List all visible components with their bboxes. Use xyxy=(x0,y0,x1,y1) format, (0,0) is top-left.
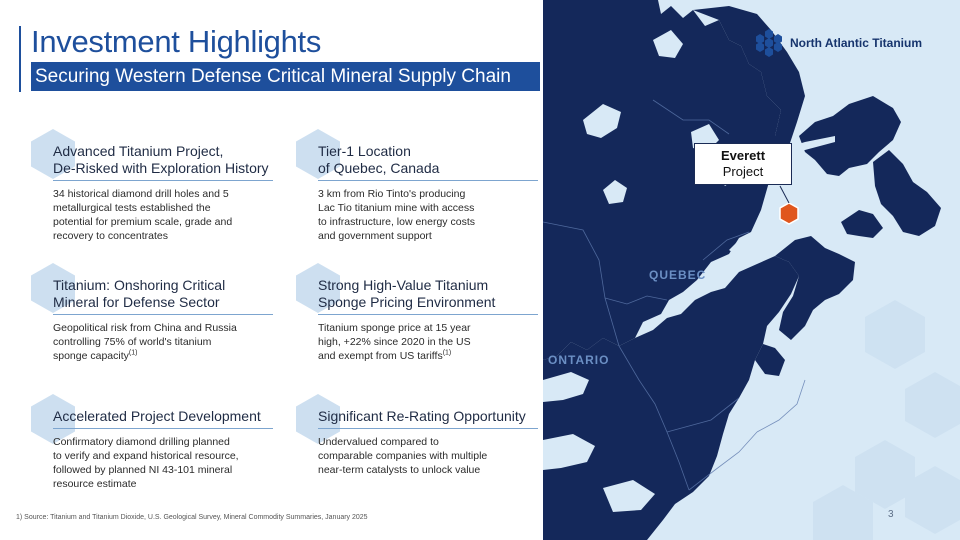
snowflake-hex-logo-icon xyxy=(754,28,784,58)
highlight-title: Accelerated Project Development xyxy=(53,408,261,424)
highlight-title: Advanced Titanium Project, De-Risked with Exploration History xyxy=(53,143,269,176)
map-label-quebec: QUEBEC xyxy=(649,268,707,282)
quebec-map-graphic xyxy=(543,0,960,540)
highlight-title: Strong High-Value Titanium Sponge Pricing Environment xyxy=(318,277,496,310)
everett-project-marker xyxy=(780,203,798,224)
highlight-sponge-pricing xyxy=(318,277,563,363)
highlight-accelerated-development xyxy=(53,408,298,491)
divider xyxy=(53,180,273,181)
callout-subtitle: Project xyxy=(722,164,764,179)
highlight-body: Confirmatory diamond drilling planned to verify and expand historical resource, followed by planned NI 43-101 mineral resource estimate xyxy=(53,436,239,490)
title-accent-bar xyxy=(19,26,21,92)
background-hexagons xyxy=(813,300,960,540)
divider xyxy=(318,314,538,315)
highlight-body: 3 km from Rio Tinto's producing Lac Tio titanium mine with access to infrastructure, low energy costs and government support xyxy=(318,188,475,242)
everett-project-callout xyxy=(694,143,792,185)
divider xyxy=(53,428,273,429)
divider xyxy=(318,428,538,429)
highlight-title: Significant Re-Rating Opportunity xyxy=(318,408,526,424)
page-title: Investment Highlights xyxy=(31,24,322,59)
highlight-body: Undervalued compared to comparable companies with multiple near-term catalysts to unlock value xyxy=(318,436,488,476)
location-map xyxy=(543,0,960,540)
footnote-ref: (1) xyxy=(128,349,138,357)
highlight-body: Titanium sponge price at 15 year high, +22% since 2020 in the US and exempt from US tariffs$^{(1)}$ xyxy=(318,322,471,362)
page-number: 3 xyxy=(888,509,894,520)
highlight-title: Titanium: Onshoring Critical Mineral for Defense Sector xyxy=(53,277,226,310)
highlight-body: 34 historical diamond drill holes and 5 metallurgical tests established the potential for premium scale, grade and recovery to concentrates xyxy=(53,188,233,242)
company-logo xyxy=(754,28,922,58)
highlight-advanced-titanium-project xyxy=(53,143,298,243)
highlight-title: Tier-1 Location of Quebec, Canada xyxy=(318,143,440,176)
highlight-tier1-location xyxy=(318,143,563,243)
callout-title: Everett xyxy=(720,148,766,163)
callout-leader-line xyxy=(780,186,789,203)
company-name: North Atlantic Titanium xyxy=(790,36,922,50)
highlight-body: Geopolitical risk from China and Russia controlling 75% of world's titanium sponge capacity$^{(1)}$ xyxy=(53,322,237,362)
footnote-ref: (1) xyxy=(442,349,452,357)
highlight-rerating-opportunity xyxy=(318,408,563,477)
footnote: 1) Source: Titanium and Titanium Dioxide, U.S. Geological Survey, Mineral Commodity Summaries, January 2025 xyxy=(16,514,368,521)
divider xyxy=(318,180,538,181)
highlight-onshoring-critical-mineral xyxy=(53,277,298,363)
map-label-ontario: ONTARIO xyxy=(548,353,610,367)
divider xyxy=(53,314,273,315)
page-subtitle: Securing Western Defense Critical Mineral Supply Chain xyxy=(31,62,540,91)
